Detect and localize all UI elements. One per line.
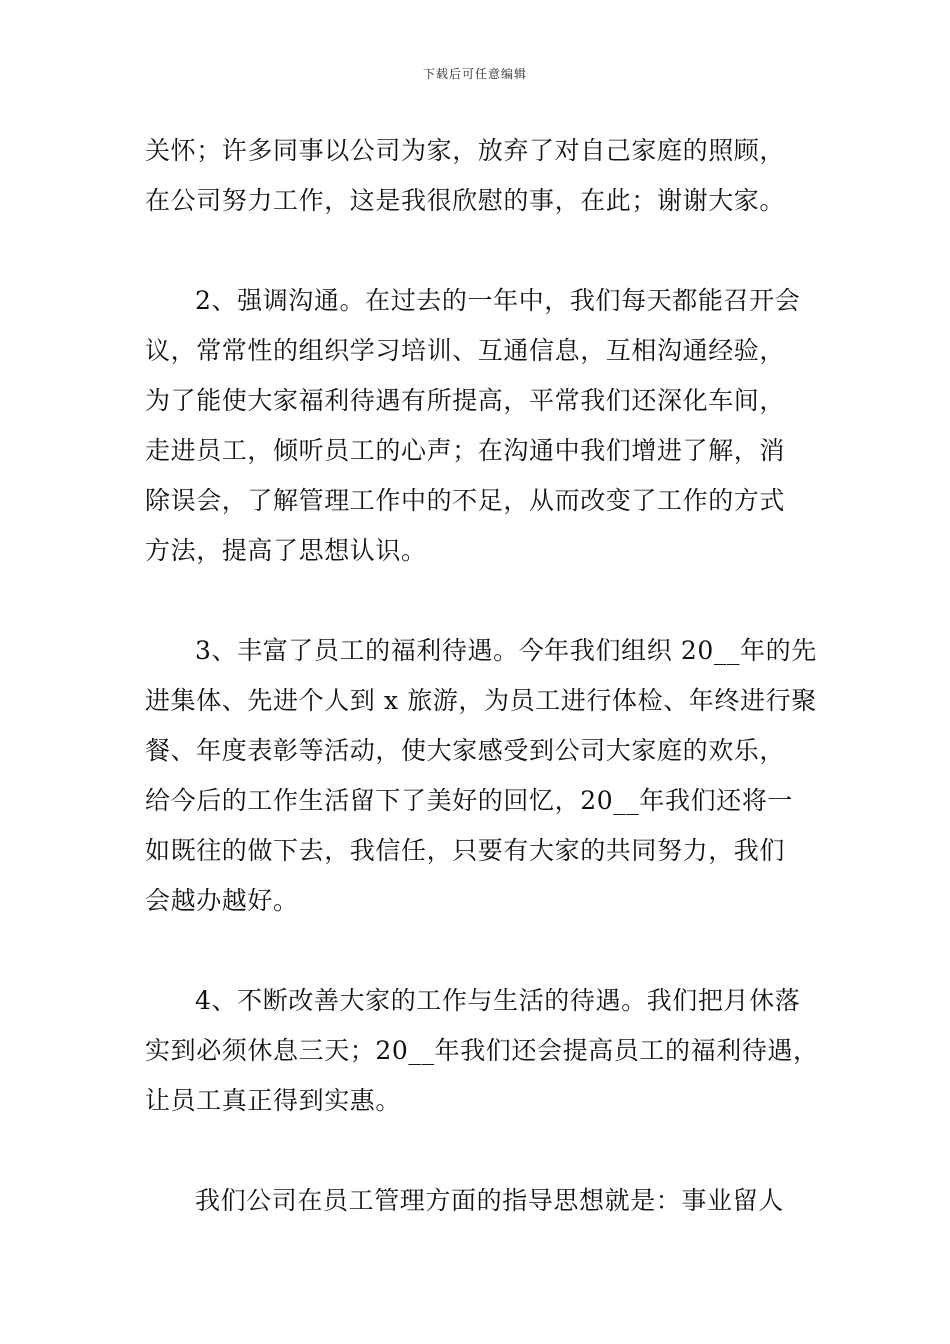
text-line: 除误会，了解管理工作中的不足，从而改变了工作的方式 [145, 486, 786, 515]
paragraph-2 [145, 276, 845, 576]
paragraph-1 [145, 126, 845, 226]
document-body [145, 126, 845, 1226]
page-header: 下载后可任意编辑 [422, 67, 527, 81]
text-line: 让员工真正得到实惠。 [145, 1086, 402, 1115]
text-line: 进集体、先进个人到 x 旅游，为员工进行体检、年终进行聚 [145, 686, 817, 715]
text-line: 在公司努力工作，这是我很欣慰的事，在此；谢谢大家。 [145, 186, 786, 215]
text-line: 3、丰富了员工的福利待遇。今年我们组织 20__年的先 [195, 636, 817, 665]
text-line: 4、不断改善大家的工作与生活的待遇。我们把月休落 [195, 986, 801, 1015]
text-line: 实到必须休息三天；20__年我们还会提高员工的福利待遇， [145, 1036, 819, 1065]
text-line: 给今后的工作生活留下了美好的回忆，20__年我们还将一 [145, 786, 794, 815]
text-line: 如既往的做下去，我信任，只要有大家的共同努力，我们 [145, 836, 786, 865]
text-line: 议，常常性的组织学习培训、互通信息，互相沟通经验， [145, 336, 786, 365]
paragraph-spacer [145, 926, 845, 976]
paragraph-spacer [145, 576, 845, 626]
text-line: 2、强调沟通。在过去的一年中，我们每天都能召开会 [195, 286, 801, 315]
paragraph-5 [145, 1176, 845, 1226]
paragraph-spacer [145, 1126, 845, 1176]
paragraph-3 [145, 626, 845, 926]
text-line: 我们公司在员工管理方面的指导思想就是：事业留人 [195, 1186, 784, 1215]
text-line: 会越办越好。 [145, 886, 299, 915]
text-line: 走进员工，倾听员工的心声；在沟通中我们增进了解，消 [145, 436, 786, 465]
text-line: 为了能使大家福利待遇有所提高，平常我们还深化车间， [145, 386, 786, 415]
text-line: 餐、年度表彰等活动，使大家感受到公司大家庭的欢乐， [145, 736, 786, 765]
paragraph-4 [145, 976, 845, 1126]
paragraph-spacer [145, 226, 845, 276]
text-line: 方法，提高了思想认识。 [145, 536, 427, 565]
text-line: 关怀；许多同事以公司为家，放弃了对自己家庭的照顾， [145, 136, 786, 165]
